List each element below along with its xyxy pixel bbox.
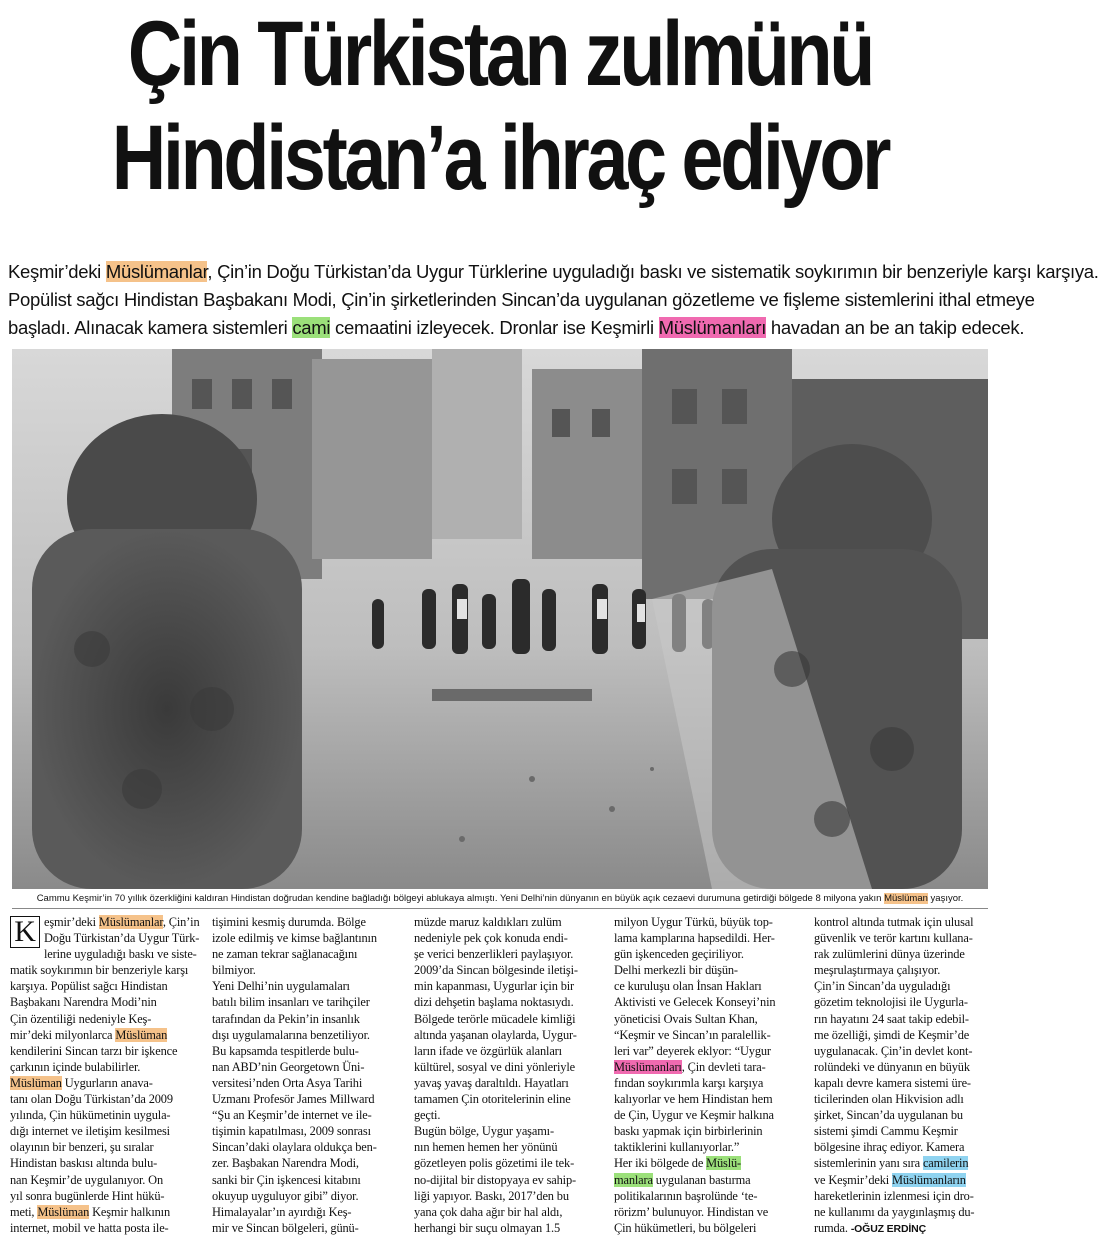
text-segment: mir ve Sincan bölgeleri, günü- [212, 1220, 359, 1235]
highlighted-text: camilerin [922, 1156, 969, 1171]
text-line [414, 962, 590, 978]
text-line [614, 1139, 790, 1155]
text-segment: gözetim teknolojisi ile Uygurla- [814, 995, 968, 1010]
text-line [814, 1123, 990, 1139]
text-line [212, 1155, 388, 1171]
text-segment: leri var” deyerek eklyor: “Uygur [614, 1043, 771, 1058]
text-line [10, 1188, 184, 1204]
text-line [414, 1043, 590, 1059]
text-line [414, 1091, 590, 1107]
text-segment: olayının bir benzeri, şu sıralar [10, 1140, 154, 1155]
text-line [814, 1091, 990, 1107]
highlighted-text: Müslümanları [614, 1059, 682, 1074]
text-line [10, 1043, 184, 1059]
text-line [814, 962, 990, 978]
text-line [10, 1107, 184, 1123]
text-segment: Hindistan baskısı altında bulu- [10, 1156, 158, 1171]
text-segment: fından soykırımla karşı karşıya [614, 1075, 764, 1090]
text-line [614, 1043, 790, 1059]
text-segment: ce kuruluşu olan İnsan Hakları [614, 979, 762, 994]
text-segment: liği yapıyor. Baskı, 2017’den bu [414, 1188, 569, 1203]
text-segment: mir’deki milyonlarca [10, 1027, 116, 1042]
text-segment: Delhi merkezli bir düşün- [614, 963, 738, 978]
text-line [212, 1011, 388, 1027]
text-line [614, 914, 790, 930]
text-line [212, 1107, 388, 1123]
text-segment: yıl sonra bugünlerde Hint hükü- [10, 1188, 165, 1203]
text-segment: Himalayalar’ın ayırdığı Keş- [212, 1204, 352, 1219]
text-segment: de Çin, Uygur ve Keşmir halkına [614, 1108, 774, 1123]
text-segment: rörizm’ bulunuyor. Hindistan ve [614, 1204, 769, 1219]
lead-line [8, 286, 1035, 314]
text-line [814, 1172, 990, 1188]
text-segment: Çin hükümetleri, bu bölgeleri [614, 1220, 757, 1235]
text-segment: uygulanacak. Çin’in devlet kont- [814, 1043, 973, 1058]
article-column [614, 914, 790, 1248]
text-segment: kapalı devre kamera sistemi üre- [814, 1075, 971, 1090]
text-line [414, 1139, 590, 1155]
text-segment: Uzmanı Profesör James Millward [212, 1092, 375, 1107]
text-line [212, 1188, 388, 1204]
highlighted-text: cami [292, 317, 331, 338]
text-segment: cemaatini izleyecek. Dronlar ise Keşmirli [330, 317, 659, 338]
text-line [814, 978, 990, 994]
highlighted-text: Müslümanlar [98, 915, 163, 929]
text-line [814, 1188, 990, 1204]
text-segment: meşrulaştırmaya çalışıyor. [814, 963, 941, 978]
text-line [414, 994, 590, 1010]
text-line [414, 946, 590, 962]
text-line [814, 914, 990, 930]
text-segment: Popülist sağcı Hindistan Başbakanı Modi, Çin’in şirketlerinden Sincan’da uygulanan gözetleme ve fişleme sistemlerini ithal etmeye [8, 289, 1035, 310]
text-line [814, 1139, 990, 1155]
text-line [212, 914, 388, 930]
highlighted-text: Müslümanları [658, 317, 767, 338]
text-segment: okuyup uyguluyor gibi” diyor. [212, 1188, 359, 1203]
divider [12, 908, 988, 909]
text-segment: sistemlerinin yanı sıra [814, 1156, 923, 1171]
text-line [212, 962, 388, 978]
headline [90, 2, 910, 210]
text-segment: herhangi bir suçu olmayan 1.5 [414, 1220, 561, 1235]
text-line [814, 1059, 990, 1075]
text-line [614, 962, 790, 978]
highlighted-text: Müslüman [115, 1027, 168, 1042]
text-segment: me özelliği, şimdi de Keşmir’de [814, 1027, 970, 1042]
text-line [10, 1075, 184, 1091]
text-line [414, 1123, 590, 1139]
text-line [414, 930, 590, 946]
text-line [212, 930, 388, 946]
text-segment: baskı yapmak için birbirlerinin [614, 1124, 763, 1139]
text-line [614, 1123, 790, 1139]
text-line [614, 1075, 790, 1091]
text-segment: Bu kapsamda tespitlerde bulu- [212, 1043, 359, 1058]
text-segment: , Çin devleti tara- [681, 1059, 766, 1074]
text-line [614, 994, 790, 1010]
text-segment: güvenlik ve terör kartını kullana- [814, 931, 973, 946]
text-line [10, 962, 189, 978]
text-segment: yöneticisi Ovais Sultan Khan, [614, 1011, 758, 1026]
text-line [10, 1123, 184, 1139]
text-line [814, 1011, 990, 1027]
text-line [212, 994, 388, 1010]
text-line [414, 978, 590, 994]
text-segment: izole edilmiş ve kimse bağlantının [212, 931, 377, 946]
text-line [414, 1155, 590, 1171]
text-line [10, 1139, 184, 1155]
text-segment: müzde maruz kaldıkları zulüm [414, 915, 562, 929]
text-line [212, 1139, 388, 1155]
text-line [212, 1220, 388, 1236]
text-line [414, 1011, 590, 1027]
text-line [212, 1059, 388, 1075]
text-segment: “Şu an Keşmir’de internet ve ile- [212, 1108, 372, 1123]
highlighted-text: Müslümanlar [105, 261, 208, 282]
text-line [414, 1075, 590, 1091]
text-segment: havadan an be an takip edecek. [766, 317, 1025, 338]
text-segment: yaşıyor. [927, 893, 964, 904]
byline: -OĞUZ ERDİNÇ [850, 1222, 927, 1235]
text-segment: Doğu Türkistan’da Uygur Türk- [44, 931, 200, 946]
text-segment: rumda. [814, 1220, 851, 1235]
text-line [614, 1172, 790, 1188]
dropcap: K [10, 916, 40, 948]
text-segment: lama kamplarına hapsedildi. Her- [614, 931, 775, 946]
text-segment: tamamen Çin otoritelerinin eline [414, 1092, 571, 1107]
text-segment: bilmiyor. [212, 963, 256, 978]
text-segment: ticilerinden olan Hikvision adlı [814, 1092, 964, 1107]
text-segment: Çin’in Sincan’da uyguladığı [814, 979, 951, 994]
text-segment: geçti. [414, 1108, 441, 1123]
text-segment: tarafından da Pekin’in insanlık [212, 1011, 360, 1026]
text-segment: nan Keşmir’de uygulanıyor. On [10, 1172, 164, 1187]
text-segment: nın hemen hemen her yönünü [414, 1140, 558, 1155]
highlighted-text: Müslü- [706, 1156, 742, 1171]
text-line [10, 994, 184, 1010]
text-segment: Çin özentiliği nedeniyle Keş- [10, 1011, 152, 1026]
text-segment: ların ifade ve özgürlük alanları [414, 1043, 562, 1058]
article-column [414, 914, 590, 1248]
text-segment: batılı bilim insanları ve tarihçiler [212, 995, 370, 1010]
text-line [414, 1188, 590, 1204]
text-line [212, 1172, 388, 1188]
text-segment: taktiklerini kullanıyorlar.” [614, 1140, 740, 1155]
text-line [10, 1172, 184, 1188]
article-body [0, 914, 1000, 1248]
text-line [414, 1107, 590, 1123]
text-segment: şirket, Sincan’da uygulanan bu [814, 1108, 963, 1123]
text-line [814, 1155, 990, 1171]
text-segment: Sincan’daki olaylara oldukça ben- [212, 1140, 377, 1155]
text-line [10, 1059, 184, 1075]
text-segment: eşmir’deki [44, 915, 99, 929]
text-segment: altında yaşanan olaylarda, Uygur- [414, 1027, 577, 1042]
text-line [10, 1155, 184, 1171]
text-segment: gün işkenceden geçiriliyor. [614, 947, 744, 962]
text-segment: sanki bir Çin işkencesi kitabını [212, 1172, 361, 1187]
text-segment: matik soykırımın bir benzeriyle karşı [10, 963, 189, 978]
highlighted-text: manlara [614, 1172, 653, 1187]
text-segment: sistemi şimdi Cammu Keşmir [814, 1124, 958, 1139]
lead-paragraph [8, 258, 1099, 342]
text-segment: şe verici benzerlikleri paylaşıyor. [414, 947, 574, 962]
text-line [10, 1091, 184, 1107]
text-line [814, 930, 990, 946]
text-segment: Aktivisti ve Gelecek Konseyi’nin [614, 995, 776, 1010]
text-line [614, 930, 790, 946]
text-line [614, 1011, 790, 1027]
text-line [414, 914, 590, 930]
text-segment: çarkının içinde bulabilirler. [10, 1059, 141, 1074]
text-line [814, 1027, 990, 1043]
lead-line [8, 314, 1025, 342]
text-line [414, 1027, 590, 1043]
text-segment: no-dijital bir distopyaya ev sahip- [414, 1172, 576, 1187]
text-segment: kontrol altında tutmak için ulusal [814, 915, 974, 929]
article-column [10, 914, 200, 1248]
text-line [614, 1059, 790, 1075]
text-segment: zer. Başbakan Narendra Modi, [212, 1156, 359, 1171]
text-segment: Bugün bölge, Uygur yaşamı- [414, 1124, 554, 1139]
text-segment: dığı internet ve iletişim kesilmesi [10, 1124, 170, 1139]
highlighted-text: Müslüman [37, 1204, 90, 1219]
text-line [10, 978, 184, 994]
news-photo-icon [12, 349, 988, 889]
text-line [212, 946, 388, 962]
text-segment: , Çin’in Doğu Türkistan’da Uygur Türklerine uyguladığı baskı ve sistematik soykırımın bir benzeriyle karşı karşıya. [207, 261, 1099, 282]
text-line [414, 1204, 590, 1220]
text-segment: versitesi’nden Orta Asya Tarihi [212, 1075, 363, 1090]
text-segment: Keşmir halkının [89, 1204, 171, 1219]
text-line [212, 1123, 388, 1139]
text-segment: politikalarının başrolünde ‘te- [614, 1188, 758, 1203]
text-segment: rın hayatını 24 saat takip edebil- [814, 1011, 969, 1026]
text-line [814, 1107, 990, 1123]
text-segment: tişimini kesmiş durumda. Bölge [212, 915, 366, 929]
text-segment: kendilerini Sincan tarzı bir işkence [10, 1043, 178, 1058]
text-line [614, 1027, 790, 1043]
text-segment: Başbakanı Narendra Modi’nin [10, 995, 157, 1010]
highlighted-text: Müslüman [10, 1075, 62, 1090]
text-segment: kültürel, sosyal ve dini yönleriyle [414, 1059, 575, 1074]
text-segment: internet, mobil ve hatta posta ile- [10, 1220, 169, 1235]
text-line [10, 1220, 184, 1236]
text-segment: 2009’da Sincan bölgesinde iletişi- [414, 963, 578, 978]
text-line [614, 978, 790, 994]
headline-line-2: Hindistan’a ihraç ediyor [111, 107, 889, 209]
text-line [212, 1027, 388, 1043]
text-line [212, 1091, 388, 1107]
text-segment: dizi dehşetin başlama noktasıydı. [414, 995, 574, 1010]
lead-line [8, 258, 1099, 286]
text-segment: hareketlerinin izlenmesi için dro- [814, 1188, 974, 1203]
text-line [814, 1220, 990, 1236]
text-segment: tanı olan Doğu Türkistan’da 2009 [10, 1092, 173, 1107]
text-line [414, 1220, 590, 1236]
news-photo [12, 349, 988, 889]
text-segment: , Çin’in [162, 915, 200, 929]
text-line [212, 978, 388, 994]
text-line [814, 946, 990, 962]
article-column [212, 914, 388, 1248]
text-segment: ne kullanımı da yaygınlaşmış du- [814, 1204, 975, 1219]
text-line [10, 1204, 184, 1220]
text-line [814, 1204, 990, 1220]
headline-line-1: Çin Türkistan zulmünü [127, 3, 873, 105]
text-line [814, 1043, 990, 1059]
text-segment: ne zaman tekrar sağlanacağını [212, 947, 358, 962]
text-segment: Yeni Delhi’nin uygulamaları [212, 979, 350, 994]
text-line [614, 946, 790, 962]
text-segment: milyon Uygur Türkü, büyük top- [614, 915, 773, 929]
text-line [212, 1075, 388, 1091]
text-line [212, 1204, 388, 1220]
highlighted-text: Müslüman [884, 893, 928, 904]
text-segment: tişimin kapatılması, 2009 sonrası [212, 1124, 371, 1139]
text-segment: min kapanması, Uygurlar için bir [414, 979, 575, 994]
text-line [814, 1075, 990, 1091]
text-segment: uygulanan bastırma [652, 1172, 751, 1187]
text-line [212, 1043, 388, 1059]
text-segment: Cammu Keşmir’in 70 yıllık özerkliğini kaldıran Hindistan doğrudan kendine bağladığı bölgeyi ablukaya almıştı. Yeni Delhi’nin dünyanın en büyük açık cezaevi durumuna getirdiği bölgede 8 milyona yakın [36, 893, 885, 904]
text-segment: “Keşmir ve Sincan’ın paralellik- [614, 1027, 771, 1042]
text-line [614, 1188, 790, 1204]
highlighted-text: Müslümanların [892, 1172, 966, 1187]
text-line [614, 1220, 790, 1236]
text-line [10, 946, 197, 962]
text-line [614, 1107, 790, 1123]
text-segment: gözetleyen polis gözetimi ile tek- [414, 1156, 575, 1171]
text-segment: meti, [10, 1204, 38, 1219]
article-column [814, 914, 990, 1248]
text-segment: yılında, Çin hükümetinin uygula- [10, 1108, 171, 1123]
text-line [10, 1027, 184, 1043]
text-segment: Bölgede terörle mücadele kimliği [414, 1011, 576, 1026]
text-segment: nedeniyle pek çok konuda endi- [414, 931, 568, 946]
text-segment: rak zulümlerini dünya üzerinde [814, 947, 965, 962]
photo-caption [0, 892, 1000, 906]
text-segment: başladı. Alınacak kamera sistemleri [8, 317, 293, 338]
text-segment: ve Keşmir’deki [814, 1172, 893, 1187]
text-segment: rolündeki ve dünyanın en büyük [814, 1059, 970, 1074]
text-segment: Her iki bölgede de [614, 1156, 707, 1171]
text-segment: yana çok daha ağır bir hal aldı, [414, 1204, 563, 1219]
text-line [614, 1204, 790, 1220]
text-line [814, 994, 990, 1010]
text-segment: Keşmir’deki [8, 261, 106, 282]
text-segment: Uygurların anava- [61, 1075, 153, 1090]
text-line [614, 1155, 790, 1171]
text-line [10, 1011, 184, 1027]
text-segment: dışı uygulamalarına benzetiliyor. [212, 1027, 370, 1042]
text-segment: nan ABD’nin Georgetown Üni- [212, 1059, 365, 1074]
text-line [414, 1059, 590, 1075]
text-segment: yavaş yavaş daraltıldı. Hayatları [414, 1075, 569, 1090]
text-segment: kalıyorlar ve hem Hindistan hem [614, 1092, 773, 1107]
text-segment: lerine uyguladığı baskı ve siste- [44, 947, 197, 962]
text-segment: karşıya. Popülist sağcı Hindistan [10, 979, 168, 994]
text-line [614, 1091, 790, 1107]
text-line [414, 1172, 590, 1188]
text-segment: bölgesine ihraç ediyor. Kamera [814, 1140, 965, 1155]
